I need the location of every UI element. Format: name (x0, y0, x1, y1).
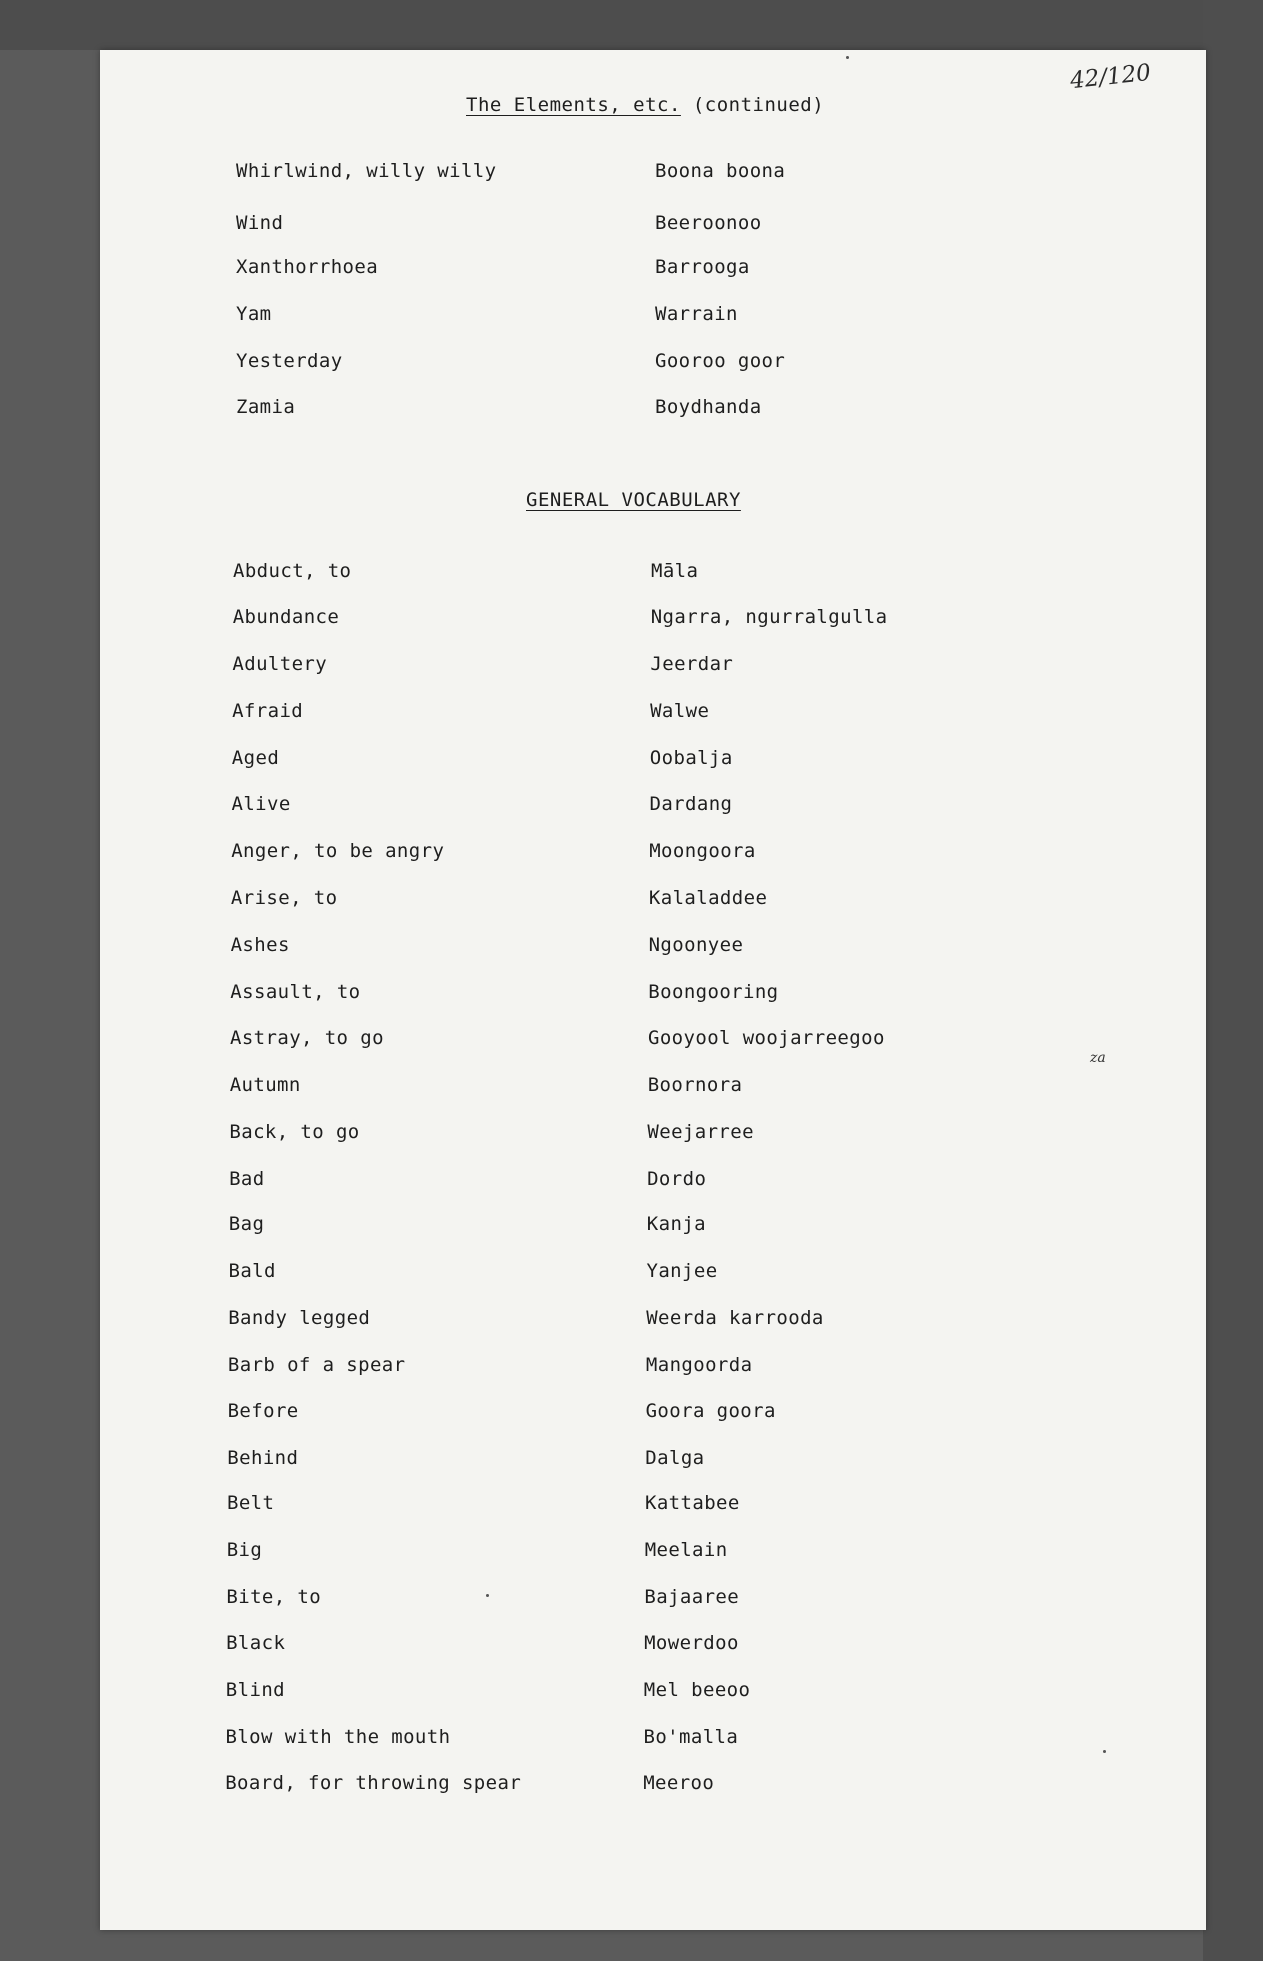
scan-border-top (0, 0, 1263, 50)
entry-english: Whirlwind, willy willy (236, 160, 497, 182)
entry-native: Goora goora (645, 1400, 776, 1422)
entry-native: Mangoorda (645, 1354, 753, 1376)
entry-native: Bajaaree (644, 1586, 740, 1608)
entry-english: Yesterday (236, 350, 343, 372)
entry-english: Afraid (232, 700, 304, 722)
entry-english: Zamia (236, 396, 296, 418)
entry-native: Warrain (655, 303, 738, 325)
entry-english: Bite, to (226, 1586, 322, 1608)
entry-native: Meelain (644, 1539, 728, 1561)
entry-native: Ngoonyee (648, 934, 744, 956)
entry-english: Bad (229, 1168, 265, 1190)
entry-native: Weejarree (647, 1121, 754, 1143)
entry-native: Moongoora (649, 840, 756, 862)
entry-native: Bo'malla (643, 1726, 739, 1748)
entry-native: Dardang (649, 793, 733, 815)
section-title-general-vocabulary (526, 489, 741, 511)
general-vocabulary-title: GENERAL VOCABULARY (526, 489, 741, 511)
entry-english: Back, to go (229, 1121, 360, 1143)
entry-english: Bandy legged (228, 1307, 371, 1329)
entry-english: Board, for throwing spear (225, 1772, 522, 1794)
entry-english: Alive (231, 793, 291, 815)
document-page (100, 50, 1206, 1930)
entry-native: Dordo (647, 1168, 707, 1190)
entry-english: Abduct, to (233, 560, 352, 582)
entry-english: Abundance (232, 606, 340, 628)
entry-english: Arise, to (230, 887, 338, 909)
entry-native: Gooroo goor (655, 350, 786, 372)
entry-native: Barrooga (655, 256, 750, 278)
entry-english: Ashes (230, 934, 290, 956)
entry-english: Barb of a spear (227, 1354, 406, 1376)
entry-native: Kattabee (645, 1492, 740, 1514)
entry-native: Mel beeoo (643, 1679, 751, 1701)
entry-english: Before (227, 1400, 299, 1422)
entry-native: Beeroonoo (655, 212, 762, 234)
entry-native: Yanjee (646, 1260, 718, 1282)
margin-annotation: za (1090, 1050, 1106, 1066)
entry-english: Bag (228, 1213, 265, 1235)
entry-english: Belt (227, 1492, 275, 1514)
entry-english: Yam (236, 303, 272, 325)
entry-native: Kanja (646, 1213, 706, 1235)
entry-native: Māla (651, 560, 699, 582)
entry-english: Blow with the mouth (225, 1726, 451, 1748)
entry-english: Assault, to (230, 981, 361, 1003)
entry-english: Behind (227, 1447, 299, 1469)
scan-border-right (1203, 0, 1263, 1961)
entry-english: Big (226, 1539, 263, 1561)
entry-english: Black (226, 1632, 286, 1654)
scan-speck (846, 56, 849, 59)
entry-native: Dalga (645, 1447, 705, 1469)
scan-speck (486, 1594, 489, 1597)
entry-native: Weerda karrooda (646, 1307, 824, 1329)
section-title-continued: (continued) (680, 94, 825, 116)
entry-native: Walwe (650, 700, 710, 722)
entry-native: Jeerdar (650, 653, 734, 675)
entry-english: Astray, to go (230, 1027, 384, 1049)
section-title-underlined: The Elements, etc. (466, 94, 681, 116)
entry-native: Boydhanda (655, 396, 762, 418)
entry-english: Anger, to be angry (231, 840, 445, 862)
entry-native: Meeroo (643, 1772, 715, 1794)
entry-native: Boona boona (655, 160, 786, 182)
entry-english: Xanthorrhoea (236, 256, 379, 278)
entry-english: Wind (236, 212, 284, 234)
entry-native: Mowerdoo (644, 1632, 739, 1654)
entry-native: Oobalja (649, 747, 733, 769)
entry-english: Adultery (232, 653, 328, 675)
entry-native: Ngarra, ngurralgulla (650, 606, 888, 628)
entry-native: Kalaladdee (648, 887, 768, 909)
entry-native: Boornora (647, 1074, 743, 1096)
entry-native: Gooyool woojarreegoo (648, 1027, 885, 1049)
folio-number: 42/120 (1068, 59, 1153, 95)
scan-speck (1103, 1750, 1106, 1753)
entry-english: Bald (228, 1260, 276, 1282)
section-title-elements (466, 94, 824, 116)
entry-english: Blind (225, 1679, 285, 1701)
entry-english: Autumn (229, 1074, 301, 1096)
entry-english: Aged (231, 747, 280, 769)
entry-native: Boongooring (648, 981, 779, 1003)
